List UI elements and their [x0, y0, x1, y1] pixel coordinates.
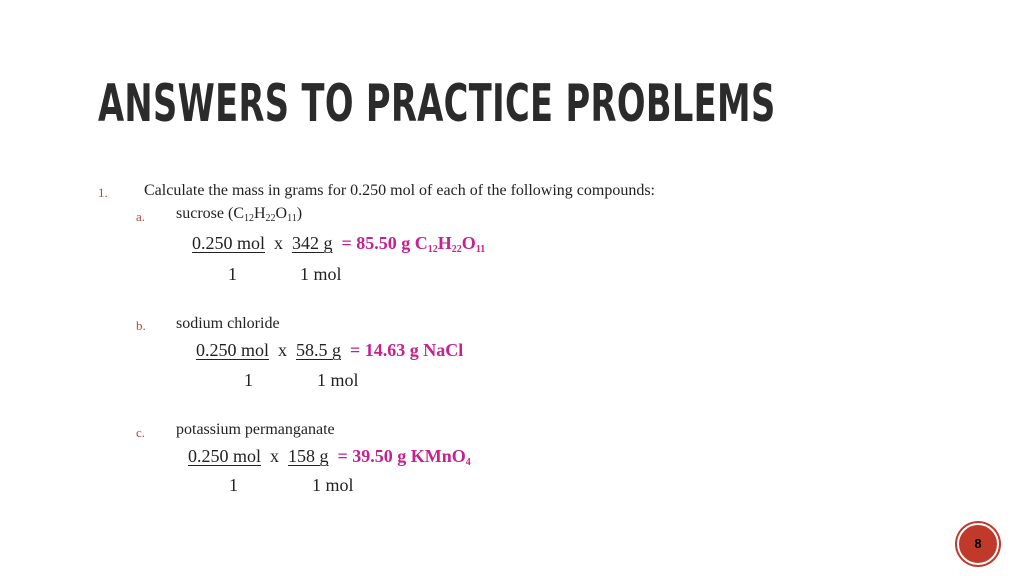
part-a-ans-mid1: H [437, 233, 452, 253]
part-a-answer-text: = 85.50 g C [341, 233, 428, 253]
part-a-mid2: O [275, 205, 288, 222]
page-number-badge [957, 523, 999, 565]
part-a-close: ) [296, 205, 303, 222]
part-b-numerator1: 0.250 mol [196, 340, 270, 360]
part-b-denominator2: 1 mol [317, 370, 359, 390]
part-c-ans-sub: 4 [465, 457, 471, 468]
part-b-letter: b. [136, 318, 146, 333]
part-c-times: x [270, 446, 280, 466]
problem-number: 1. [98, 185, 108, 200]
part-a-sub2: 22 [265, 213, 276, 224]
part-a-denominator2: 1 mol [300, 264, 342, 284]
part-a-numerator2: 342 g [292, 233, 333, 253]
part-a-ans-sub3: 11 [475, 244, 486, 255]
part-b-denominator1: 1 [244, 370, 253, 390]
problem-prompt: Calculate the mass in grams for 0.250 mol of each of the following compounds: [144, 182, 655, 199]
part-b-equation [196, 340, 463, 361]
page-number: 8 [974, 536, 982, 551]
part-a-ans-mid2: O [461, 233, 476, 253]
part-a-mid1: H [253, 205, 266, 222]
part-c-numerator2: 158 g [288, 446, 329, 466]
part-a-denominator1: 1 [228, 264, 237, 284]
part-b-answer: = 14.63 g NaCl [350, 340, 464, 360]
part-b-times: x [278, 340, 288, 360]
part-b-numerator2: 58.5 g [296, 340, 342, 360]
part-a-ans-sub2: 22 [451, 244, 462, 255]
part-a-numerator1: 0.250 mol [192, 233, 266, 253]
part-c-equation [188, 446, 471, 467]
part-c-answer [338, 446, 471, 466]
part-a-sub3: 11 [287, 213, 297, 224]
part-a-name: sucrose (C [176, 205, 244, 222]
part-c-denominator1: 1 [229, 475, 238, 495]
part-c-numerator1: 0.250 mol [188, 446, 262, 466]
slide-title: ANSWERS TO PRACTICE PROBLEMS [98, 74, 776, 134]
part-c-answer-text: = 39.50 g KMnO [337, 446, 466, 466]
part-a-sub1: 12 [243, 213, 254, 224]
part-c-letter: c. [136, 425, 146, 440]
part-a-answer [342, 233, 486, 253]
part-c-denominator2: 1 mol [312, 475, 354, 495]
part-a-letter: a. [136, 209, 146, 224]
part-a-equation [192, 233, 485, 254]
part-a-times: x [274, 233, 284, 253]
part-c-name: potassium permanganate [176, 421, 335, 438]
part-b-name: sodium chloride [176, 315, 280, 332]
part-a-compound [176, 205, 302, 223]
part-a-ans-sub1: 12 [427, 244, 438, 255]
